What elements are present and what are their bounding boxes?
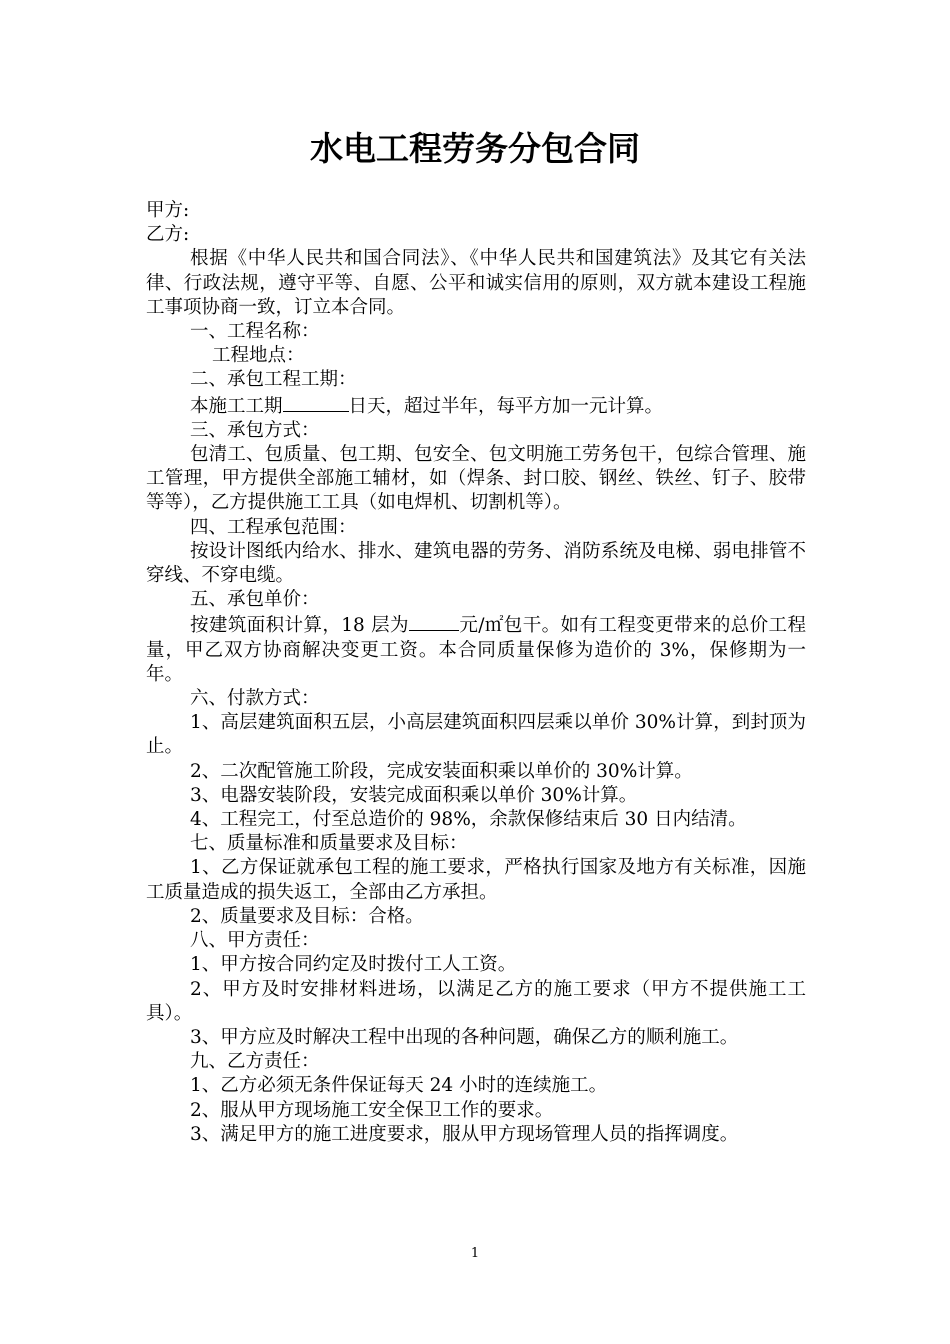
section-9-heading: 九、乙方责任： <box>190 1051 320 1073</box>
section-5-text <box>146 612 806 687</box>
section-5-text-pre: 按建筑面积计算，18 层为 <box>190 615 409 637</box>
contract-body <box>146 199 806 1147</box>
section-2-text-pre: 本施工工期 <box>190 395 283 417</box>
page-number: 1 <box>470 1246 480 1261</box>
section-4-heading: 四、工程承包范围： <box>190 516 357 538</box>
section-8-item: 3、甲方应及时解决工程中出现的各种问题，确保乙方的顺利施工。 <box>190 1026 739 1048</box>
section-4-text: 按设计图纸内给水、排水、建筑电器的劳务、消防系统及电梯、弱电排管不穿线、不穿电缆。 <box>146 540 806 587</box>
party-a-line: 甲方: <box>146 200 190 221</box>
section-6-item: 3、电器安装阶段，安装完成面积乘以单价 30%计算。 <box>190 784 638 806</box>
section-6-item: 2、二次配管施工阶段，完成安装面积乘以单价的 30%计算。 <box>190 760 693 782</box>
section-8-item: 1、甲方按合同约定及时拨付工人工资。 <box>190 954 517 976</box>
section-5-heading: 五、承包单价： <box>190 589 320 611</box>
section-7-item: 1、乙方保证就承包工程的施工要求，严格执行国家及地方有关标准，因施工质量造成的损失返工，全部由乙方承担。 <box>146 857 806 903</box>
party-b-line: 乙方: <box>146 224 190 246</box>
section-3-text: 包清工、包质量、包工期、包安全、包文明施工劳务包干，包综合管理、施工管理，甲方提供全部施工辅材，如（焊条、封口胶、钢丝、铁丝、钉子、胶带等等），乙方提供施工工具（如电焊机、切割机等）。 <box>146 444 806 514</box>
section-1-location: 工程地点： <box>212 345 305 367</box>
section-8-heading: 八、甲方责任： <box>190 930 320 952</box>
section-1-heading: 一、工程名称： <box>190 321 320 343</box>
section-2-text <box>146 393 806 419</box>
section-9-item: 2、服从甲方现场施工安全保卫工作的要求。 <box>190 1099 554 1121</box>
section-7-item: 2、质量要求及目标：合格。 <box>190 905 424 927</box>
section-6-item: 4、工程完工，付至总造价的 98%，余款保修结束后 30 日内结清。 <box>190 809 747 831</box>
section-9-item: 1、乙方必须无条件保证每天 24 小时的连续施工。 <box>190 1075 608 1097</box>
intro-paragraph: 根据《中华人民共和国合同法》、《中华人民共和国建筑法》及其它有关法律、行政法规，遵守平等、自愿、公平和诚实信用的原则，双方就本建设工程施工事项协商一致，订立本合同。 <box>146 248 806 318</box>
unit-price-blank <box>409 612 459 631</box>
section-2-text-post: 日天，超过半年，每平方加一元计算。 <box>348 395 664 417</box>
section-6-item: 1、高层建筑面积五层，小高层建筑面积四层乘以单价 30%计算，到封顶为止。 <box>146 712 806 758</box>
section-2-heading: 二、承包工程工期： <box>190 369 357 391</box>
section-8-item: 2、甲方及时安排材料进场，以满足乙方的施工要求（甲方不提供施工工具）。 <box>146 978 806 1024</box>
section-6-heading: 六、付款方式： <box>190 688 320 710</box>
section-5-text-post: 元/㎡包干。如有工程变更带来的总价工程量，甲乙双方协商解决变更工资。本合同质量保修为造价的 3%，保修期为一年。 <box>146 615 806 685</box>
document-title: 水电工程劳务分包合同 <box>310 129 640 168</box>
section-9-item: 3、满足甲方的施工进度要求，服从甲方现场管理人员的指挥调度。 <box>190 1123 739 1145</box>
duration-blank <box>283 393 349 412</box>
section-7-heading: 七、质量标准和质量要求及目标： <box>190 833 468 855</box>
section-3-heading: 三、承包方式： <box>190 419 320 441</box>
